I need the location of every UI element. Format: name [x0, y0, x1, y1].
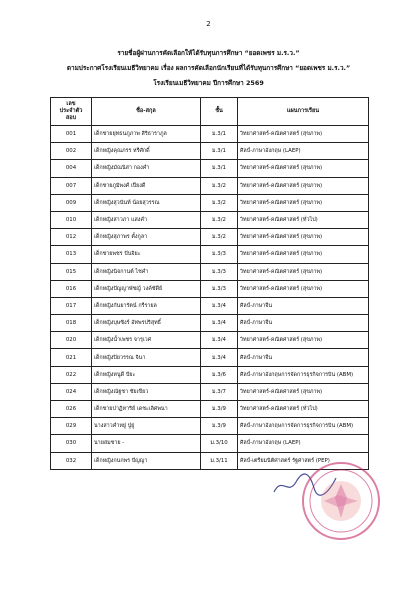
cell-exam-no: 032 [51, 452, 92, 469]
cell-grade: ม.3/2 [201, 211, 238, 228]
table-row [51, 263, 369, 280]
cell-exam-no: 017 [51, 297, 92, 314]
table-row [51, 315, 369, 332]
cell-exam-no: 002 [51, 143, 92, 160]
header-exam-no: เลข ประจำตัว สอบ [51, 98, 92, 126]
school-seal-stamp [300, 460, 382, 542]
cell-exam-no: 022 [51, 366, 92, 383]
cell-name: นายสมชาย - [92, 435, 201, 452]
cell-name: เด็กหญิงมัณนิสา กองคำ [92, 160, 201, 177]
cell-program: วิทยาศาสตร์-คณิตศาสตร์ (สุขภาพ) [238, 246, 369, 263]
header-program: แผนการเรียน [238, 98, 369, 126]
cell-grade: ม.3/4 [201, 349, 238, 366]
header-grade: ชั้น [201, 98, 238, 126]
cell-name: เด็กหญิงปัญญาพัชญ์ วงค์ชัดีย์ [92, 280, 201, 297]
cell-program: ศิลป์-ภาษาอังกฤษการจัดการธุรกิจการบิน (ABM) [238, 418, 369, 435]
cell-name: เด็กหญิงคุณภรร หรีศักดิ์ [92, 143, 201, 160]
cell-program: วิทยาศาสตร์-คณิตศาสตร์ (สุขภาพ) [238, 229, 369, 246]
table-row [51, 177, 369, 194]
cell-program: วิทยาศาสตร์-คณิตศาสตร์ (สุขภาพ) [238, 383, 369, 400]
document-subtitle: ตามประกาศโรงเรียนเมธีวิทยาคม เรื่อง ผลการคัดเลือกนักเรียนที่ได้รับทุนการศึกษา “ยอดเพชร ม.ร.ว.” [66, 64, 351, 72]
cell-grade: ม.3/6 [201, 366, 238, 383]
cell-name: เด็กหญิงสุภาพร ตั้งกูลา [92, 229, 201, 246]
cell-name: เด็กหญิงหนูดี ปัยะ [92, 366, 201, 383]
cell-name: เด็กหญิงบุษซิงร์ อัทพรปริสุทธิ์ [92, 315, 201, 332]
cell-exam-no: 007 [51, 177, 92, 194]
cell-name: เด็กชายพชร ปันจิยะ [92, 246, 201, 263]
cell-grade: ม.3/4 [201, 297, 238, 314]
cell-grade: ม.3/11 [201, 452, 238, 469]
cell-grade: ม.3/3 [201, 263, 238, 280]
cell-name: เด็กหญิงณัฐชา ชัยเขียว [92, 383, 201, 400]
table-row [51, 297, 369, 314]
signature-mark [270, 470, 340, 500]
cell-name: เด็กหญิงสุวนันท์ น้อยสุวรรณ [92, 194, 201, 211]
cell-grade: ม.3/4 [201, 332, 238, 349]
cell-name: เด็กหญิงปิยวรรณ จินา [92, 349, 201, 366]
cell-grade: ม.3/4 [201, 315, 238, 332]
cell-exam-no: 030 [51, 435, 92, 452]
cell-exam-no: 018 [51, 315, 92, 332]
cell-grade: ม.3/1 [201, 160, 238, 177]
cell-exam-no: 010 [51, 211, 92, 228]
cell-grade: ม.3/3 [201, 246, 238, 263]
table-row [51, 401, 369, 418]
table-row [51, 246, 369, 263]
cell-grade: ม.3/9 [201, 418, 238, 435]
cell-grade: ม.3/1 [201, 143, 238, 160]
cell-exam-no: 016 [51, 280, 92, 297]
cell-name: เด็กชายยุทธนภูภาพ สิริธาราภูล [92, 126, 201, 143]
table-row [51, 229, 369, 246]
cell-program: วิทยาศาสตร์-คณิตศาสตร์ (สุขภาพ) [238, 126, 369, 143]
cell-program: ศิลป์-ภาษาจีน [238, 349, 369, 366]
cell-grade: ม.3/7 [201, 383, 238, 400]
cell-program: วิทยาศาสตร์-คณิตศาสตร์ (สุขภาพ) [238, 263, 369, 280]
table-row [51, 383, 369, 400]
table-row [51, 366, 369, 383]
table-row [51, 280, 369, 297]
table-row [51, 435, 369, 452]
cell-exam-no: 009 [51, 194, 92, 211]
header-name: ชื่อ-สกุล [92, 98, 201, 126]
cell-exam-no: 012 [51, 229, 92, 246]
cell-grade: ม.3/2 [201, 177, 238, 194]
cell-exam-no: 024 [51, 383, 92, 400]
page-number: 2 [206, 20, 211, 28]
scholarship-table [50, 97, 369, 470]
document-school-year: โรงเรียนเมธีวิทยาคม ปีการศึกษา 2569 [153, 79, 264, 87]
cell-program: วิทยาศาสตร์-คณิตศาสตร์ (ทั่วไป) [238, 401, 369, 418]
document-title: รายชื่อผู้ผ่านการคัดเลือกให้ได้รับทุนการศึกษา “ยอดเพชร ม.ร.ว.” [117, 49, 300, 57]
cell-name: นางสาวคำหยู่ ปู่ยู่ [92, 418, 201, 435]
cell-program: วิทยาศาสตร์-คณิตศาสตร์ (ทั่วไป) [238, 211, 369, 228]
cell-grade: ม.3/3 [201, 280, 238, 297]
cell-exam-no: 004 [51, 160, 92, 177]
table-row [51, 143, 369, 160]
table-row [51, 126, 369, 143]
cell-program: ศิลป์-ภาษาอังกฤษ (LAEP) [238, 143, 369, 160]
table-row [51, 349, 369, 366]
cell-exam-no: 026 [51, 401, 92, 418]
cell-program: วิทยาศาสตร์-คณิตศาสตร์ (สุขภาพ) [238, 160, 369, 177]
cell-grade: ม.3/2 [201, 194, 238, 211]
cell-exam-no: 029 [51, 418, 92, 435]
cell-name: เด็กหญิงกนกพร ปัญญา [92, 452, 201, 469]
cell-grade: ม.3/9 [201, 401, 238, 418]
cell-name: เด็กหญิงกันยารัตน์ กรีรายล [92, 297, 201, 314]
cell-exam-no: 021 [51, 349, 92, 366]
table-row [51, 211, 369, 228]
cell-program: วิทยาศาสตร์-คณิตศาสตร์ (สุขภาพ) [238, 332, 369, 349]
table-row [51, 194, 369, 211]
cell-grade: ม.3/1 [201, 126, 238, 143]
cell-name: เด็กหญิงนิจกานต์ ไชคำ [92, 263, 201, 280]
cell-exam-no: 001 [51, 126, 92, 143]
cell-program: วิทยาศาสตร์-คณิตศาสตร์ (สุขภาพ) [238, 194, 369, 211]
table-header-row [51, 98, 369, 126]
cell-name: เด็กชายปาฏิหาริย์ เดชะเลิศพนา [92, 401, 201, 418]
cell-exam-no: 013 [51, 246, 92, 263]
cell-program: ศิลป์-เตรียมนิติศาสตร์ รัฐศาสตร์ (PEP) [238, 452, 369, 469]
table-row [51, 452, 369, 469]
cell-program: ศิลป์-ภาษาอังกฤษการจัดการธุรกิจการบิน (ABM) [238, 366, 369, 383]
cell-grade: ม.3/2 [201, 229, 238, 246]
cell-program: ศิลป์-ภาษาจีน [238, 297, 369, 314]
table-row [51, 332, 369, 349]
table-row [51, 418, 369, 435]
cell-name: เด็กชายภูมิพงศ์ เปียงดี [92, 177, 201, 194]
cell-program: วิทยาศาสตร์-คณิตศาสตร์ (สุขภาพ) [238, 177, 369, 194]
table-row [51, 160, 369, 177]
cell-exam-no: 015 [51, 263, 92, 280]
cell-program: ศิลป์-ภาษาจีน [238, 315, 369, 332]
cell-program: ศิลป์-ภาษาอังกฤษ (LAEP) [238, 435, 369, 452]
cell-program: วิทยาศาสตร์-คณิตศาสตร์ (สุขภาพ) [238, 280, 369, 297]
cell-exam-no: 020 [51, 332, 92, 349]
cell-grade: ม.3/10 [201, 435, 238, 452]
cell-name: เด็กหญิงน้ำเพชร จารุเวศ [92, 332, 201, 349]
cell-name: เด็กหญิงสาวภา แสงคำ [92, 211, 201, 228]
